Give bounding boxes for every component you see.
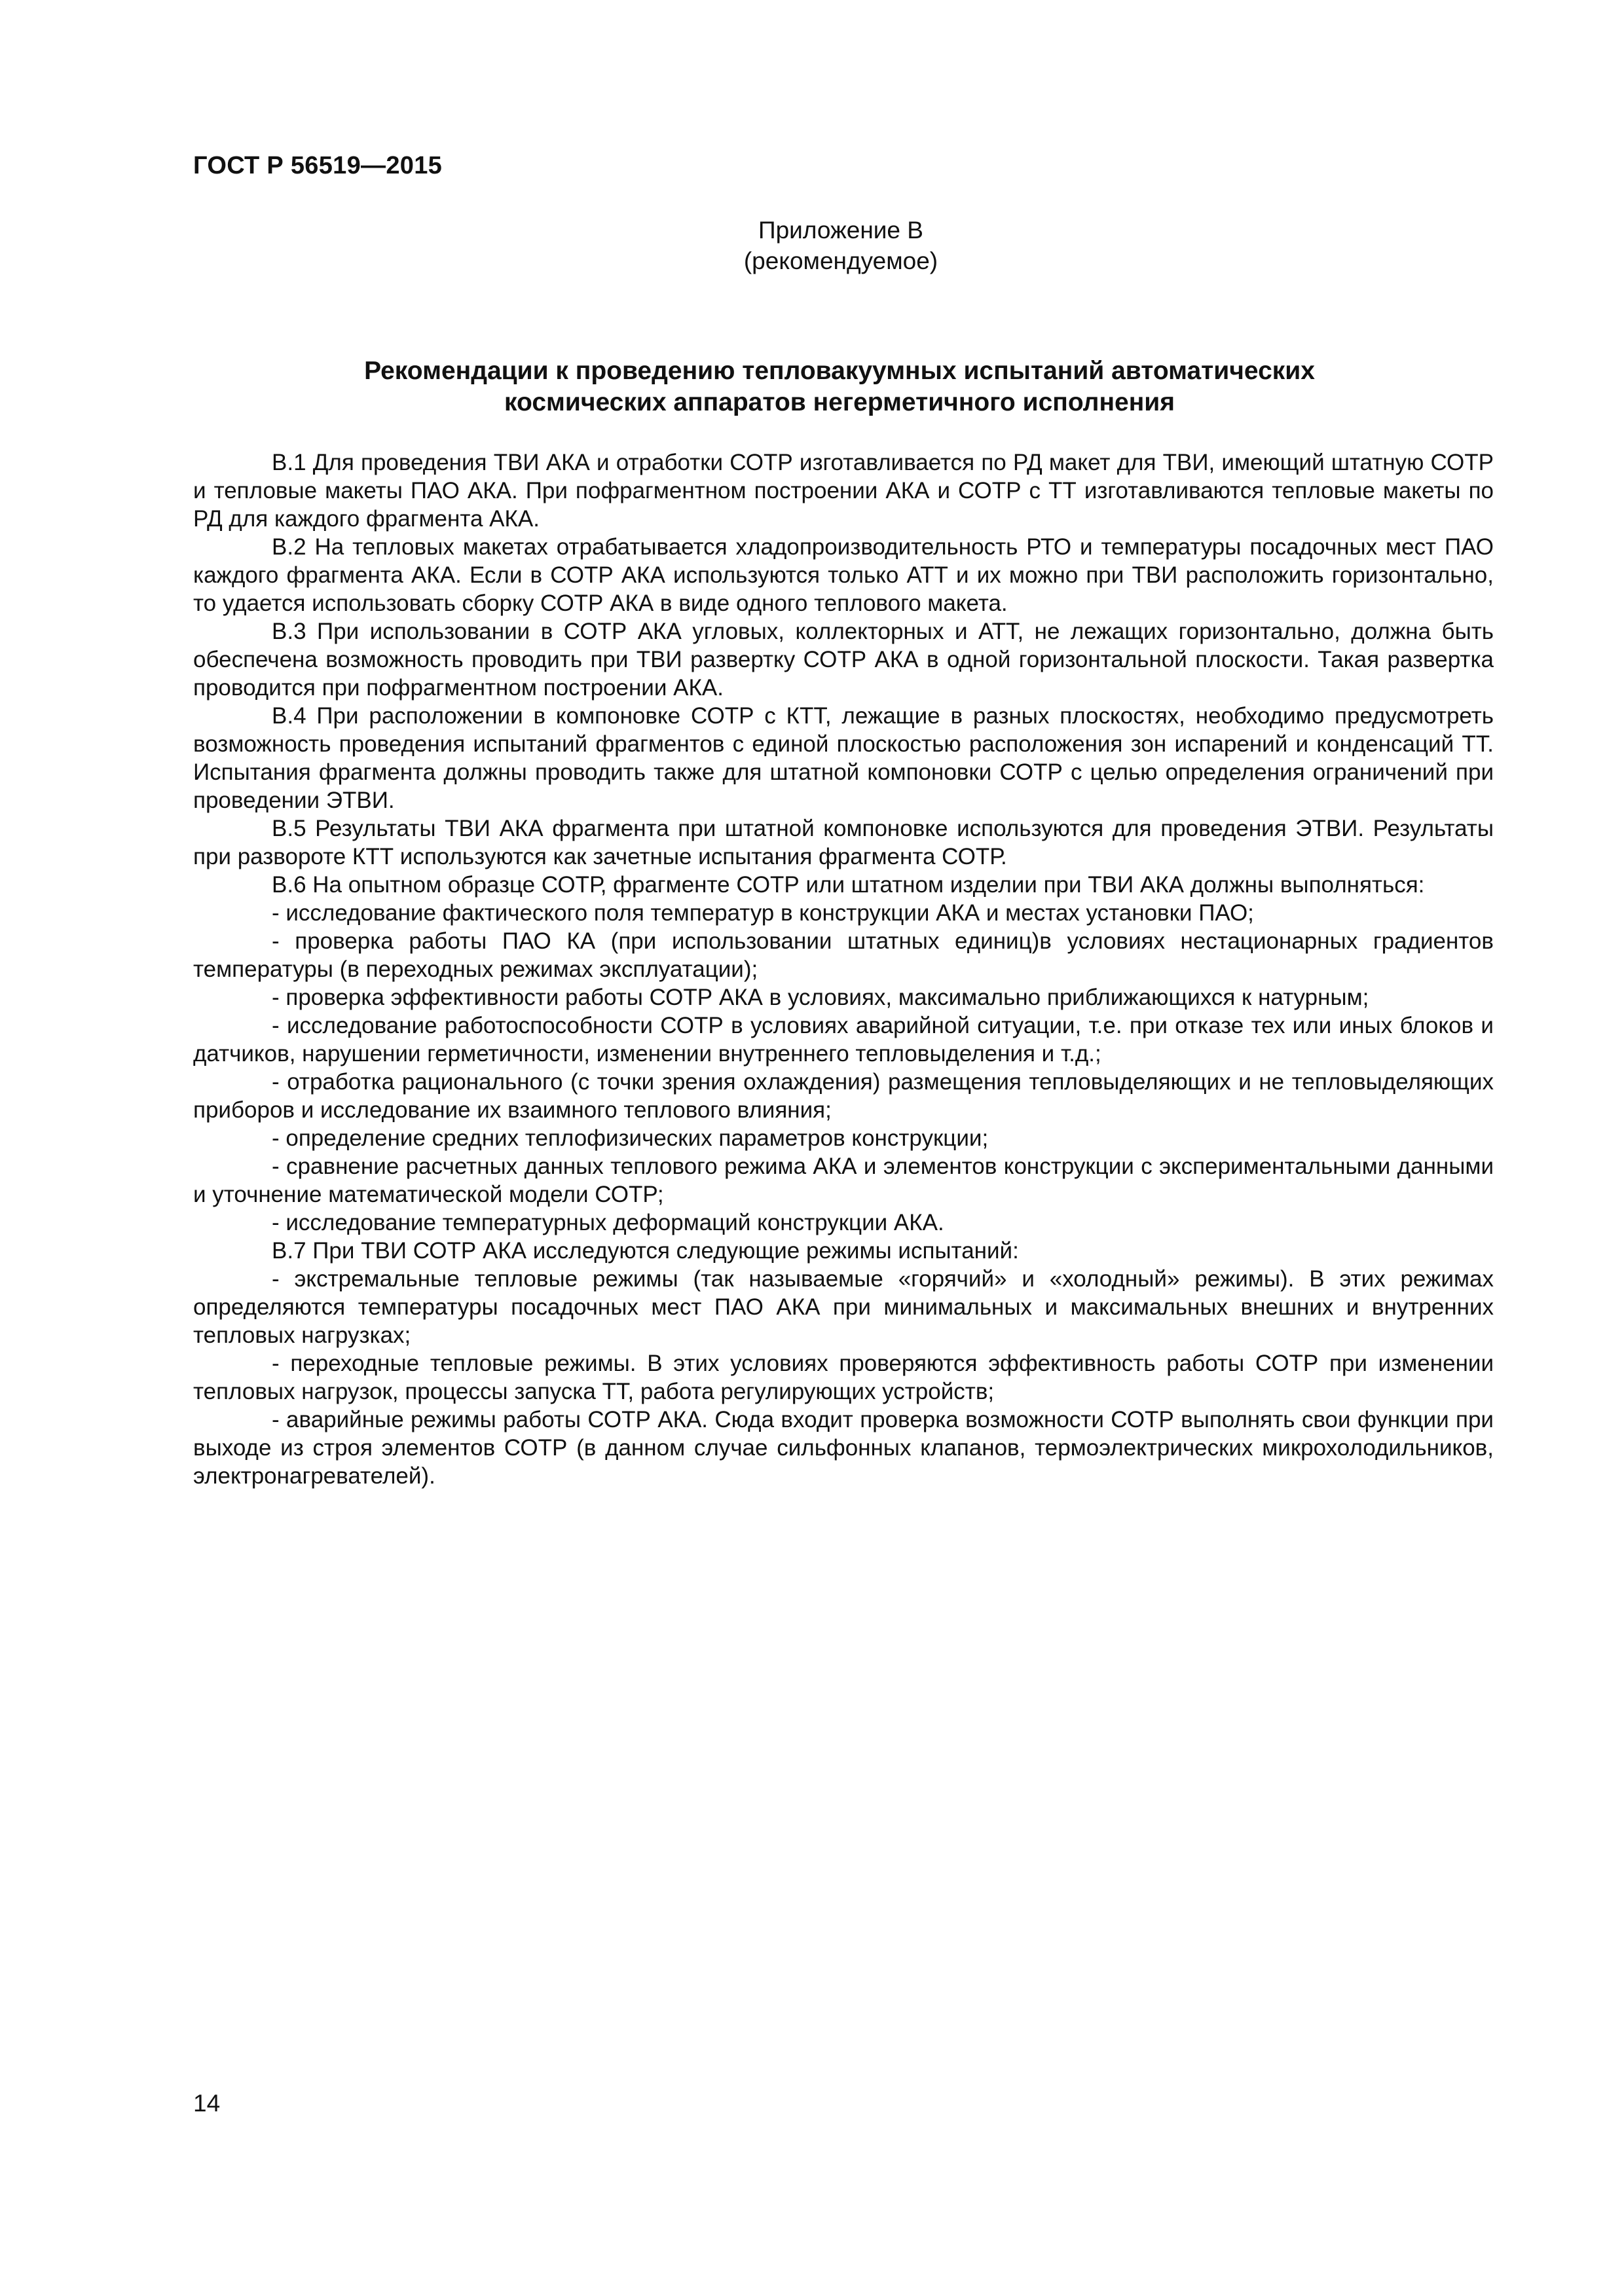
appendix-status: (рекомендуемое) [743, 247, 938, 274]
list-item: - проверка работы ПАО КА (при использовании штатных единиц)в условиях нестационарных градиентов температуры (в переходных режимах эксплуатации); [193, 928, 1494, 982]
body-text [193, 448, 1494, 1490]
document-title [0, 355, 1624, 418]
appendix-heading [0, 215, 1624, 276]
list-item: - сравнение расчетных данных теплового режима АКА и элементов конструкции с экспериментальными данными и уточнение математической модели СОТР; [193, 1154, 1494, 1207]
paragraph-b2: В.2 На тепловых макетах отрабатывается хладопроизводительность РТО и температуры посадочных мест ПАО каждого фрагмента АКА. Если в СОТР АКА используются только АТТ и их можно при ТВИ расположить горизонтально, то удается использовать сборку СОТР АКА в виде одного теплового макета. [193, 534, 1494, 616]
paragraph-b5: В.5 Результаты ТВИ АКА фрагмента при штатной компоновке используются для проведения ЭТВИ. Результаты при развороте КТТ используются как зачетные испытания фрагмента СОТР. [193, 816, 1494, 869]
list-item: - отработка рационального (с точки зрения охлаждения) размещения тепловыделяющих и не тепловыделяющих приборов и исследование их взаимного теплового влияния; [193, 1069, 1494, 1123]
list-item: - экстремальные тепловые режимы (так называемые «горячий» и «холодный» режимы). В этих режимах определяются температуры посадочных мест ПАО АКА при минимальных и максимальных внешних и внутренних тепловых нагрузках; [193, 1266, 1494, 1348]
list-item: - проверка эффективности работы СОТР АКА в условиях, максимально приближающихся к натурным; [272, 985, 1369, 1010]
list-item: - исследование работоспособности СОТР в условиях аварийной ситуации, т.е. при отказе тех или иных блоков и датчиков, нарушении герметичности, изменении внутреннего тепловыделения и т.д.; [193, 1013, 1494, 1066]
list-item: - аварийные режимы работы СОТР АКА. Сюда входит проверка возможности СОТР выполнять свои функции при выходе из строя элементов СОТР (в данном случае сильфонных клапанов, термоэлектрических микрохолодильников, электронагревателей). [193, 1407, 1494, 1489]
appendix-label: Приложение В [758, 217, 923, 244]
standard-number: ГОСТ Р 56519—2015 [193, 152, 443, 179]
paragraph-b6: В.6 На опытном образце СОТР, фрагменте СОТР или штатном изделии при ТВИ АКА должны выполняться: [272, 872, 1425, 898]
page-number: 14 [193, 2090, 221, 2117]
title-line-2: космических аппаратов негерметичного исполнения [504, 388, 1175, 416]
paragraph-b3: В.3 При использовании в СОТР АКА угловых, коллекторных и АТТ, не лежащих горизонтально, должна быть обеспечена возможность проводить при ТВИ развертку СОТР АКА в одной горизонтальной плоскости. Такая развертка проводится при пофрагментном построении АКА. [193, 619, 1494, 701]
title-line-1: Рекомендации к проведению тепловакуумных испытаний автоматических [364, 357, 1315, 385]
list-item: - переходные тепловые режимы. В этих условиях проверяются эффективность работы СОТР при изменении тепловых нагрузок, процессы запуска ТТ, работа регулирующих устройств; [193, 1351, 1494, 1404]
paragraph-b7: В.7 При ТВИ СОТР АКА исследуются следующие режимы испытаний: [272, 1238, 1019, 1264]
list-item: - исследование фактического поля температур в конструкции АКА и местах установки ПАО; [272, 900, 1254, 926]
paragraph-b1: В.1 Для проведения ТВИ АКА и отработки СОТР изготавливается по РД макет для ТВИ, имеющий штатную СОТР и тепловые макеты ПАО АКА. При пофрагментном построении АКА и СОТР с ТТ изготавливаются тепловые макеты по РД для каждого фрагмента АКА. [193, 450, 1494, 532]
paragraph-b4: В.4 При расположении в компоновке СОТР с КТТ, лежащие в разных плоскостях, необходимо предусмотреть возможность проведения испытаний фрагментов с единой плоскостью расположения зон испарений и конденсаций ТТ. Испытания фрагмента должны проводить также для штатной компоновки СОТР с целью определения ограничений при проведении ЭТВИ. [193, 703, 1494, 813]
list-item: - исследование температурных деформаций конструкции АКА. [272, 1210, 944, 1235]
list-item: - определение средних теплофизических параметров конструкции; [272, 1125, 989, 1151]
